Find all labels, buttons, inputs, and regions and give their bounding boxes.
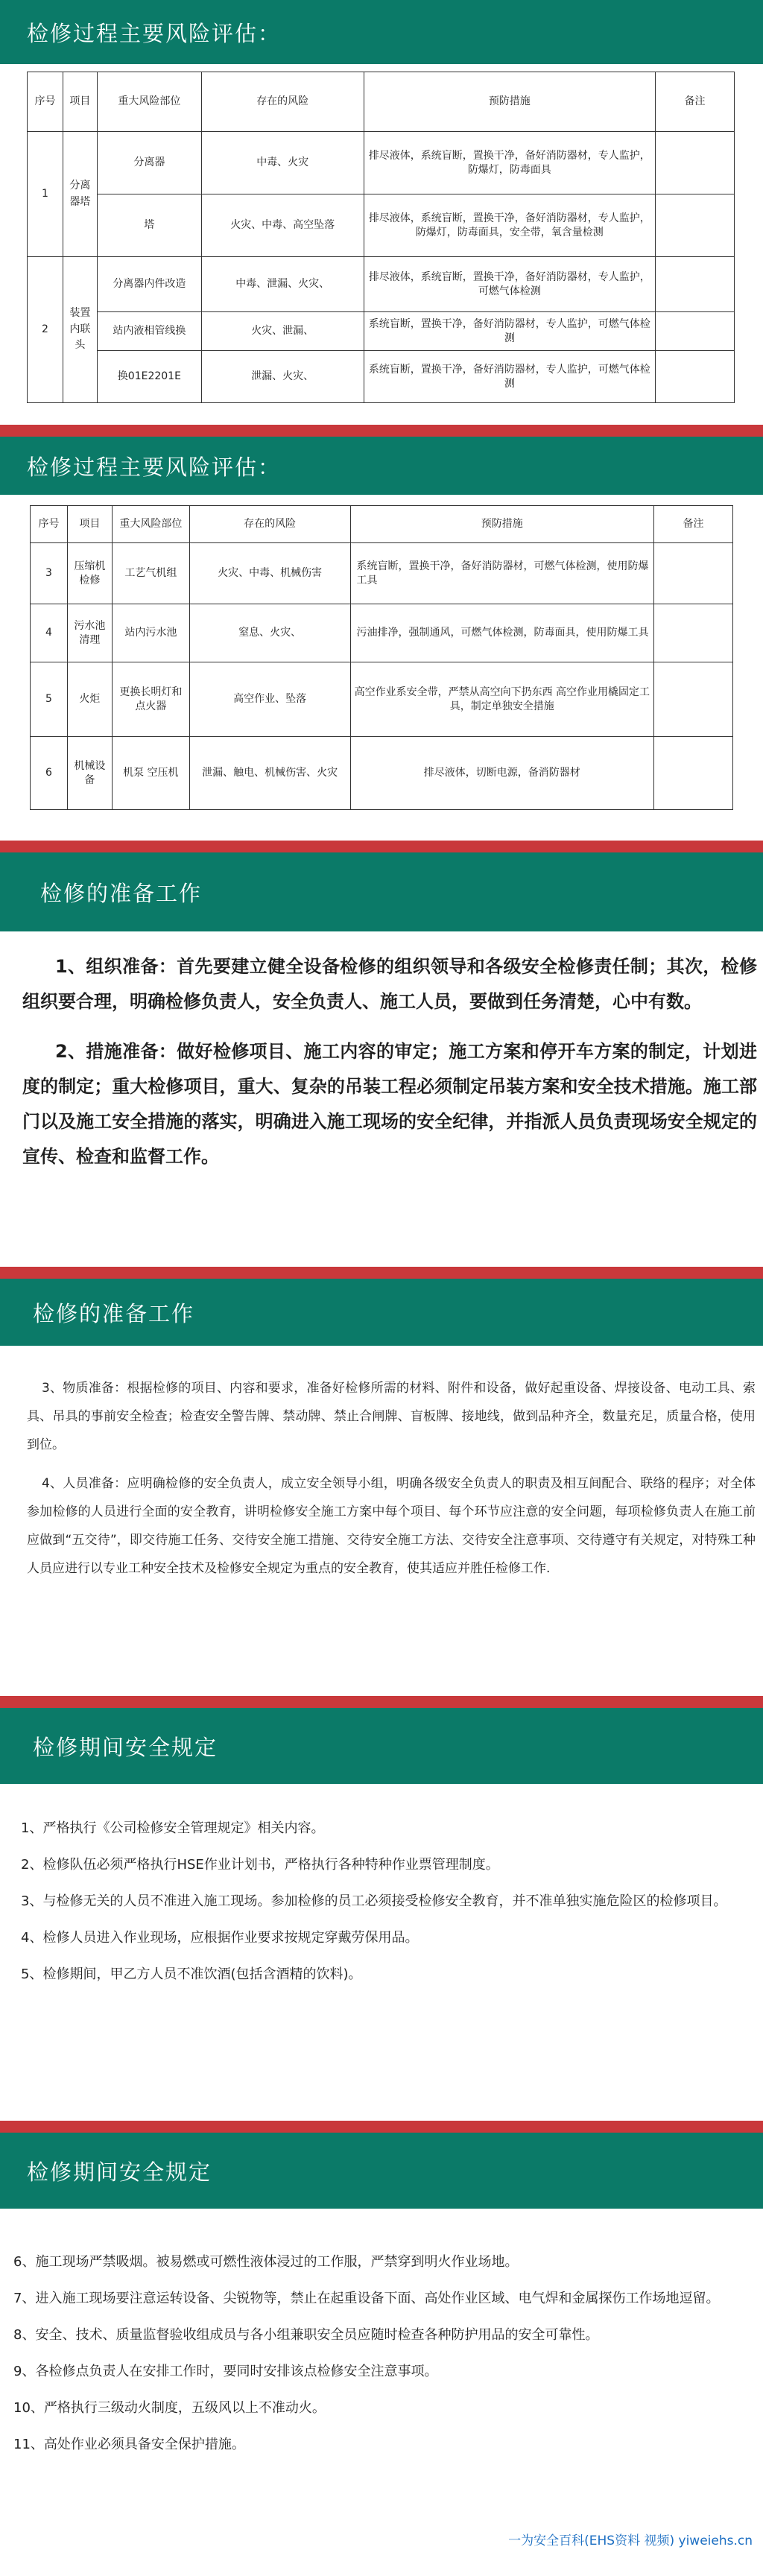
rule-item: 1、严格执行《公司检修安全管理规定》相关内容。 [21,1820,325,1836]
row-no: 6 [31,737,68,810]
row-risk: 窒息、火灾、 [189,604,350,662]
separator [0,1696,763,1708]
table-row [31,737,733,810]
table-row [31,662,733,737]
header-risk: 存在的风险 [201,72,364,132]
header-part: 重大风险部位 [112,506,189,543]
row-no: 5 [31,662,68,737]
footer-watermark: 一为安全百科(EHS资料 视频) yiweiehs.cn [508,2534,753,2548]
table-row [31,604,733,662]
row-remark [654,737,733,810]
row-risk: 泄漏、触电、机械伤害、火灾 [189,737,350,810]
section-prep-1-title: 检修的准备工作 [40,880,203,906]
table-row [28,194,735,257]
rule-item: 6、施工现场严禁吸烟。被易燃或可燃性液体浸过的工作服，严禁穿到明火作业场地。 [13,2254,519,2270]
rule-item: 7、进入施工现场要注意运转设备、尖锐物等，禁止在起重设备下面、高处作业区域、电气焊和金属探伤工作场地逗留。 [13,2291,720,2306]
table-row [28,351,735,403]
table-row [28,257,735,312]
table-row [28,312,735,351]
row-risk: 高空作业、坠落 [189,662,350,737]
section-prep-1 [0,852,763,1267]
section-rules-2-body [13,2252,747,2471]
section-prep-2-title: 检修的准备工作 [33,1300,195,1326]
section-rules-2 [0,2133,763,2576]
row-measure: 排尽液体，切断电源，备消防器材 [350,737,654,810]
separator [0,2121,763,2133]
row-project: 压缩机检修 [67,543,112,604]
rule-item: 3、与检修无关的人员不准进入施工现场。参加检修的员工必须接受检修安全教育，并不准单独实施危险区的检修项目。 [21,1893,727,1909]
rule-item: 10、严格执行三级动火制度，五级风以上不准动火。 [13,2400,326,2416]
section-risk-2-title: 检修过程主要风险评估： [27,454,282,480]
section-rules-1-body [21,1818,742,2001]
header-risk: 存在的风险 [189,506,350,543]
row-remark [656,194,735,257]
header-remark: 备注 [654,506,733,543]
risk-table-2-header-row [31,506,733,543]
row-measure: 排尽液体，系统盲断，置换干净，备好消防器材，专人监护，可燃气体检测 [364,257,656,312]
row-part: 换01E2201E [97,351,201,403]
section-risk-2-header [0,437,763,495]
row-project: 分离器塔 [63,132,97,257]
row-project: 污水池清理 [67,604,112,662]
row-project: 火炬 [67,662,112,737]
row-measure: 排尽液体，系统盲断，置换干净，备好消防器材，专人监护，防爆灯，防毒面具，安全带，氧含量检测 [364,194,656,257]
header-project: 项目 [63,72,97,132]
section-prep-2-body [27,1374,756,1593]
paragraph-measures: 2、措施准备：做好检修项目、施工内容的审定；施工方案和停开车方案的制定，计划进度的制定；重大检修项目，重大、复杂的吊装工程必须制定吊装方案和安全技术措施。施工部门以及施工安全措施的落实，明确进入施工现场的安全纪律，并指派人员负责现场安全规定的宣传、检查和监督工作。 [22,1041,757,1167]
section-rules-2-header [0,2133,763,2209]
risk-table-1-header-row [28,72,735,132]
row-remark [656,312,735,351]
section-risk-1-title: 检修过程主要风险评估： [27,20,282,46]
separator [0,1267,763,1279]
row-part: 工艺气机组 [112,543,189,604]
row-remark [654,604,733,662]
row-remark [654,662,733,737]
row-risk: 中毒、泄漏、火灾、 [201,257,364,312]
row-part: 分离器内件改造 [97,257,201,312]
table-row [28,132,735,194]
header-remark: 备注 [656,72,735,132]
paragraph-organization: 1、组织准备：首先要建立健全设备检修的组织领导和各级安全检修责任制；其次，检修组织要合理，明确检修负责人，安全负责人、施工人员，要做到任务清楚，心中有数。 [22,956,757,1012]
section-rules-1-title: 检修期间安全规定 [33,1734,218,1760]
section-prep-1-body [22,949,760,1189]
section-prep-2-header [0,1279,763,1346]
row-project: 装置内联头 [63,257,97,403]
row-measure: 系统盲断，置换干净，备好消防器材，专人监护，可燃气体检测 [364,351,656,403]
row-part: 分离器 [97,132,201,194]
row-part: 站内污水池 [112,604,189,662]
row-measure: 污油排净，强制通风，可燃气体检测，防毒面具，使用防爆工具 [350,604,654,662]
row-no: 1 [28,132,63,257]
row-remark [656,351,735,403]
section-prep-1-header [0,852,763,931]
row-part: 站内液相管线换 [97,312,201,351]
rule-item: 2、检修队伍必须严格执行HSE作业计划书，严格执行各种特种作业票管理制度。 [21,1857,499,1873]
paragraph-personnel: 4、人员准备：应明确检修的安全负责人，成立安全领导小组，明确各级安全负责人的职责及相互间配合、联络的程序；对全体参加检修的人员进行全面的安全教育，讲明检修安全施工方案中每个项目、每个环节应注意的安全问题，每项检修负责人在施工前应做到“五交待”，即交待施工任务、交待安全施工措施、交待安全施工方法、交待安全注意事项、交待遵守有关规定，对特殊工种人员应进行以专业工种安全技术及检修安全规定为重点的安全教育，使其适应并胜任检修工作. [27,1476,756,1576]
section-prep-2 [0,1279,763,1696]
row-no: 2 [28,257,63,403]
row-risk: 火灾、中毒、高空坠落 [201,194,364,257]
section-risk-1 [0,0,763,425]
risk-table-1 [27,72,735,403]
rule-item: 9、各检修点负责人在安排工作时，要同时安排该点检修安全注意事项。 [13,2364,438,2379]
row-project: 机械设备 [67,737,112,810]
header-measure: 预防措施 [364,72,656,132]
separator [0,841,763,852]
row-risk: 火灾、泄漏、 [201,312,364,351]
row-measure: 系统盲断，置换干净，备好消防器材，专人监护，可燃气体检测 [364,312,656,351]
header-project: 项目 [67,506,112,543]
rule-item: 11、高处作业必须具备安全保护措施。 [13,2437,245,2452]
paragraph-materials: 3、物质准备：根据检修的项目、内容和要求，准备好检修所需的材料、附件和设备，做好起重设备、焊接设备、电动工具、索具、吊具的事前安全检查；检查安全警告牌、禁动牌、禁止合闸牌、盲板牌、接地线，做到品种齐全，数量充足，质量合格，使用到位。 [27,1381,756,1452]
row-no: 4 [31,604,68,662]
row-risk: 泄漏、火灾、 [201,351,364,403]
header-part: 重大风险部位 [97,72,201,132]
header-no: 序号 [28,72,63,132]
row-remark [656,132,735,194]
section-risk-2 [0,437,763,841]
table-row [31,543,733,604]
rule-item: 5、检修期间，甲乙方人员不准饮酒(包括含酒精的饮料)。 [21,1966,362,1982]
row-part: 塔 [97,194,201,257]
row-measure: 排尽液体，系统盲断，置换干净，备好消防器材，专人监护，防爆灯，防毒面具 [364,132,656,194]
header-measure: 预防措施 [350,506,654,543]
risk-table-2 [30,505,733,810]
row-part: 更换长明灯和点火器 [112,662,189,737]
row-no: 3 [31,543,68,604]
section-rules-1 [0,1708,763,2121]
row-risk: 火灾、中毒、机械伤害 [189,543,350,604]
section-risk-1-header [0,0,763,64]
section-rules-1-header [0,1708,763,1784]
section-rules-2-title: 检修期间安全规定 [27,2159,212,2185]
rule-item: 8、安全、技术、质量监督验收组成员与各小组兼职安全员应随时检查各种防护用品的安全可靠性。 [13,2327,599,2343]
rule-item: 4、检修人员进入作业现场，应根据作业要求按规定穿戴劳保用品。 [21,1930,419,1946]
separator [0,425,763,437]
header-no: 序号 [31,506,68,543]
row-measure: 系统盲断，置换干净，备好消防器材，可燃气体检测，使用防爆工具 [350,543,654,604]
row-part: 机泵 空压机 [112,737,189,810]
row-risk: 中毒、火灾 [201,132,364,194]
row-measure: 高空作业系安全带，严禁从高空向下扔东西 高空作业用橇固定工具，制定单独安全措施 [350,662,654,737]
row-remark [656,257,735,312]
row-remark [654,543,733,604]
